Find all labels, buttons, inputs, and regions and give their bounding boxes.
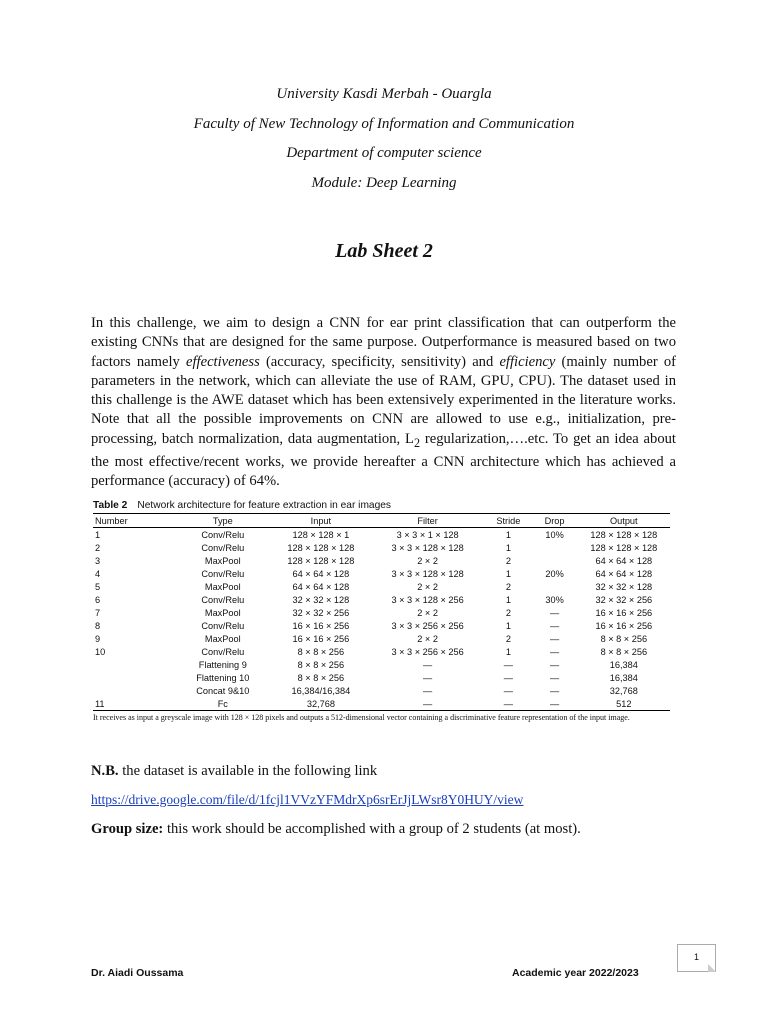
table-row: [93, 684, 670, 697]
intro-text-2: (accuracy, specificity, sensitivity) and: [259, 353, 500, 370]
cell-stride: —: [503, 672, 513, 683]
cell-number: 8: [95, 620, 101, 631]
architecture-table: [93, 499, 670, 722]
cell-type: Conv/Relu: [201, 620, 245, 631]
cell-output: 512: [578, 697, 670, 711]
table-header-row: [93, 514, 670, 528]
cell-type: Conv/Relu: [201, 568, 245, 579]
university-name: University Kasdi Merbah - Ouargla: [276, 86, 492, 102]
table-footnote: It receives as input a greyscale image with 128 × 128 pixels and outputs a 512-dimensional vector containing a discriminative feature representation of the input image.: [93, 713, 630, 722]
nb-text: the dataset is available in the following link: [118, 763, 378, 779]
cell-number: [93, 684, 174, 697]
cell-stride: 2: [505, 607, 511, 618]
table-row: [93, 632, 670, 645]
cell-filter: 3 × 3 × 256 × 256: [391, 646, 464, 657]
cell-output: 64 × 64 × 128: [595, 555, 653, 566]
intro-text-4: regularization,….etc. To get an idea about the most effective/recent works, we provide hereafter a CNN architecture which has achieved a performance (accuracy) of 64%.: [91, 430, 676, 490]
cell-number: 9: [95, 633, 101, 644]
cell-filter: 2 × 2: [417, 555, 438, 566]
cell-type: Flattening 9: [198, 659, 247, 670]
cell-number: [93, 671, 174, 684]
table-caption-text: Network architecture for feature extraction in ear images: [137, 500, 392, 511]
cell-stride: —: [503, 685, 513, 696]
cell-filter: —: [423, 685, 433, 696]
intro-emphasis-effectiveness: effectiveness: [186, 353, 260, 370]
cell-input: 128 × 128 × 128: [287, 555, 355, 566]
cell-number: 1: [95, 529, 101, 540]
cell-filter: 3 × 3 × 1 × 128: [396, 529, 459, 540]
cell-input: 32 × 32 × 128: [292, 594, 350, 605]
col-header-input: Input: [272, 514, 370, 528]
table-row: [93, 697, 670, 711]
cell-output: 128 × 128 × 128: [590, 542, 658, 553]
cell-input: 16 × 16 × 256: [292, 620, 350, 631]
cell-drop: —: [549, 685, 560, 696]
col-header-drop: Drop: [531, 514, 577, 528]
cell-output: 64 × 64 × 128: [595, 568, 653, 579]
group-size-text: this work should be accomplished with a group of 2 students (at most).: [163, 821, 581, 837]
cell-stride: 1: [505, 568, 511, 579]
cell-input: 16 × 16 × 256: [292, 633, 350, 644]
cell-output: 8 × 8 × 256: [600, 633, 648, 644]
table-row: [93, 580, 670, 593]
table-caption: [93, 499, 670, 514]
cell-type: MaxPool: [204, 581, 241, 592]
cell-output: 32 × 32 × 128: [595, 581, 653, 592]
cell-type: MaxPool: [204, 607, 241, 618]
cell-number: 3: [95, 555, 101, 566]
dataset-link[interactable]: https://drive.google.com/file/d/1fcjl1VVzYFMdrXp6srErJjLWsr8Y0HUY/view: [91, 792, 524, 807]
cell-type: Conv/Relu: [201, 542, 245, 553]
cell-number: 7: [95, 607, 101, 618]
col-header-type: Type: [174, 514, 272, 528]
cell-number: 4: [95, 568, 101, 579]
table-row: [93, 658, 670, 671]
intro-text-3: (mainly number of parameters in the network, which can alleviate the use of RAM, GPU, CPU). The dataset used in this challenge is the AWE dataset which has been extensively experimented in the literature works. Note that all the possible improvements on CNN are allowed to use e.g., initialization, pre-processing, batch normalization, data augmentation, L: [91, 353, 677, 447]
cell-number: 10: [95, 646, 106, 657]
table-body: [93, 528, 670, 711]
col-header-stride: Stride: [485, 514, 531, 528]
cell-type: MaxPool: [204, 633, 241, 644]
cell-stride: —: [485, 697, 531, 711]
cell-stride: 1: [505, 542, 511, 553]
cell-type: Conv/Relu: [201, 646, 245, 657]
table-row: [93, 619, 670, 632]
intro-emphasis-efficiency: efficiency: [499, 353, 556, 370]
footer-academic-year: Academic year 2022/2023: [512, 967, 639, 979]
cell-drop: —: [549, 633, 560, 644]
cell-filter: 3 × 3 × 128 × 128: [391, 568, 464, 579]
intro-subscript: 2: [413, 435, 421, 450]
cell-input: 128 × 128 × 1: [292, 529, 350, 540]
cell-output: 32 × 32 × 256: [595, 594, 653, 605]
table-row: [93, 645, 670, 658]
table-row: [93, 593, 670, 606]
cell-filter: 2 × 2: [417, 633, 438, 644]
cell-input: 64 × 64 × 128: [292, 581, 350, 592]
table-row: [93, 528, 670, 542]
cell-output: 16,384: [609, 672, 638, 683]
cell-drop: —: [549, 620, 560, 631]
cell-drop: [531, 554, 577, 567]
cell-output: 16 × 16 × 256: [595, 607, 653, 618]
table-row: [93, 606, 670, 619]
group-size-label: Group size:: [91, 821, 164, 837]
table-row: [93, 671, 670, 684]
cell-input: 8 × 8 × 256: [297, 659, 345, 670]
module-name: Module: Deep Learning: [311, 174, 457, 191]
table-row: [93, 567, 670, 580]
faculty-name: Faculty of New Technology of Information and Communication: [193, 115, 575, 132]
cell-type: Conv/Relu: [201, 594, 245, 605]
cell-filter: —: [423, 672, 433, 683]
cell-drop: —: [549, 607, 560, 618]
cell-filter: 3 × 3 × 128 × 256: [391, 594, 464, 605]
cell-filter: —: [370, 697, 485, 711]
cell-type: MaxPool: [204, 555, 241, 566]
cell-filter: 3 × 3 × 256 × 256: [391, 620, 464, 631]
cell-input: 8 × 8 × 256: [297, 672, 345, 683]
cell-drop: —: [549, 659, 560, 670]
cell-input: 32 × 32 × 256: [292, 607, 350, 618]
cell-number: 5: [95, 581, 101, 592]
cell-output: 16,384: [609, 659, 638, 670]
page-number-box: [677, 944, 716, 972]
cell-drop: —: [549, 646, 560, 657]
cell-input: 8 × 8 × 256: [297, 646, 345, 657]
cell-number: [93, 658, 174, 671]
cell-type: Concat 9&10: [196, 685, 250, 696]
footer-author: Dr. Aiadi Oussama: [91, 967, 184, 979]
cell-type: Fc: [174, 697, 272, 711]
cell-input: 16,384/16,384: [291, 685, 351, 696]
cell-stride: 1: [505, 529, 511, 540]
cell-stride: 1: [505, 594, 511, 605]
cell-input: 64 × 64 × 128: [292, 568, 350, 579]
cell-stride: 1: [505, 620, 511, 631]
cell-drop: —: [549, 672, 560, 683]
cell-drop: [531, 541, 577, 554]
cell-filter: 3 × 3 × 128 × 128: [391, 542, 464, 553]
cell-drop: —: [531, 697, 577, 711]
cell-filter: 2 × 2: [417, 607, 438, 618]
col-header-number: Number: [93, 514, 174, 528]
cell-filter: —: [423, 659, 433, 670]
cell-input: 128 × 128 × 128: [287, 542, 355, 553]
cell-stride: 2: [505, 555, 511, 566]
cell-stride: 1: [505, 646, 511, 657]
intro-paragraph: [91, 314, 676, 492]
cell-input: 32,768: [272, 697, 370, 711]
cell-drop: 20%: [545, 568, 564, 579]
cell-drop: [531, 580, 577, 593]
cell-drop: 30%: [545, 594, 564, 605]
cell-output: 128 × 128 × 128: [590, 529, 658, 540]
cell-type: Conv/Relu: [201, 529, 245, 540]
table-row: [93, 541, 670, 554]
col-header-output: Output: [578, 514, 670, 528]
cell-filter: 2 × 2: [417, 581, 438, 592]
cell-stride: 2: [505, 581, 511, 592]
table-label: Table 2: [93, 500, 128, 511]
cell-number: 11: [93, 697, 174, 711]
network-architecture-table: [93, 514, 670, 711]
cell-number: 6: [95, 594, 101, 605]
table-row: [93, 554, 670, 567]
page-number: 1: [693, 952, 699, 962]
cell-output: 16 × 16 × 256: [595, 620, 653, 631]
cell-stride: 2: [505, 633, 511, 644]
dataset-note: [91, 763, 377, 780]
cell-output: 8 × 8 × 256: [600, 646, 648, 657]
document-title: Lab Sheet 2: [335, 240, 433, 262]
cell-output: 32,768: [609, 685, 638, 696]
page-fold-corner: [708, 964, 716, 972]
col-header-filter: Filter: [370, 514, 485, 528]
group-size-note: [91, 821, 581, 838]
nb-label: N.B.: [91, 763, 119, 779]
cell-type: Flattening 10: [196, 672, 250, 683]
cell-number: 2: [95, 542, 101, 553]
cell-drop: 10%: [545, 529, 564, 540]
department-name: Department of computer science: [286, 145, 482, 161]
intro-text-1: In this challenge, we aim to design a CNN for ear print classification that can outperform the existing CNNs that are designed for the same purpose. Outperformance is measured based on two factors namely: [91, 315, 676, 370]
cell-stride: —: [503, 659, 513, 670]
document-header: [0, 84, 768, 202]
